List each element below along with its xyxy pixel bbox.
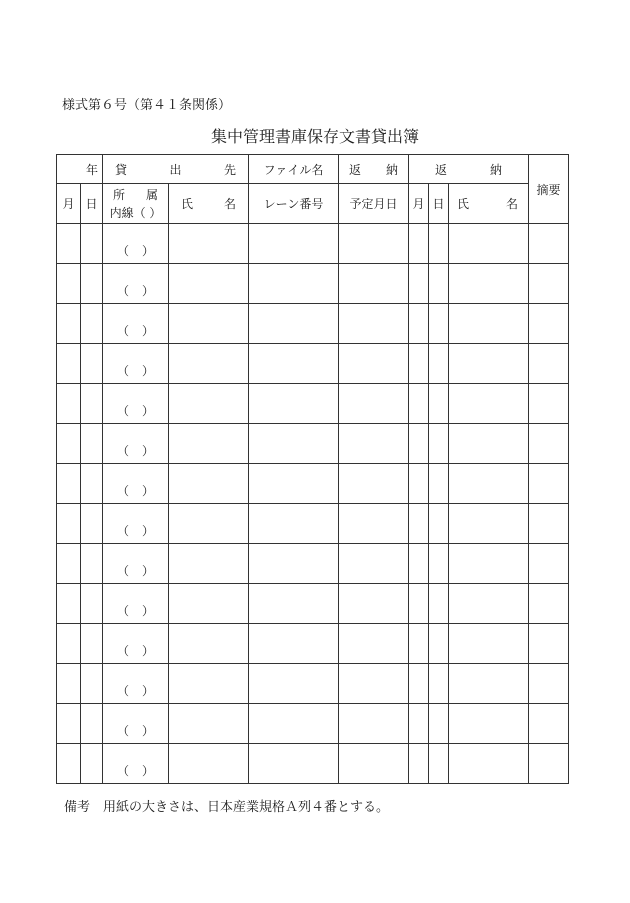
table-cell[interactable]: [81, 464, 103, 504]
affiliation-char-2: 属: [145, 187, 158, 202]
lender-char-1: 貸: [115, 162, 128, 177]
table-cell[interactable]: [449, 224, 529, 264]
paren-open: （: [117, 364, 130, 378]
table-cell[interactable]: [409, 704, 429, 744]
table-cell[interactable]: [81, 504, 103, 544]
document-title: 集中管理書庫保存文書貸出簿: [210, 127, 419, 146]
header-row-2: [57, 184, 569, 224]
extension-cell[interactable]: [103, 744, 169, 784]
extension-cell[interactable]: [103, 584, 169, 624]
table-cell[interactable]: [449, 624, 529, 664]
paren-close: ）: [141, 324, 154, 338]
table-cell[interactable]: [339, 704, 409, 744]
extension-cell[interactable]: [103, 504, 169, 544]
day-header: 日: [81, 184, 103, 224]
table-cell[interactable]: [409, 344, 429, 384]
table-cell[interactable]: [57, 584, 81, 624]
table-cell[interactable]: [339, 624, 409, 664]
year-header: 年: [57, 155, 103, 184]
table-row: [57, 624, 569, 664]
table-cell[interactable]: [81, 424, 103, 464]
table-row: [57, 504, 569, 544]
table-cell[interactable]: [409, 224, 429, 264]
paren-open: （: [117, 244, 130, 258]
table-cell[interactable]: [339, 504, 409, 544]
table-cell[interactable]: [249, 584, 339, 624]
table-cell[interactable]: [81, 224, 103, 264]
name-char-1: 氏: [181, 197, 194, 211]
table-cell[interactable]: [409, 584, 429, 624]
table-cell[interactable]: [81, 584, 103, 624]
table-cell[interactable]: [409, 624, 429, 664]
paren-open: （: [117, 724, 130, 738]
table-cell[interactable]: [169, 264, 249, 304]
table-cell[interactable]: [339, 664, 409, 704]
paren-close: ）: [141, 284, 154, 298]
table-cell[interactable]: [81, 264, 103, 304]
extension-cell[interactable]: [103, 624, 169, 664]
remarks-header: 摘要: [529, 155, 569, 224]
extension-label: 内線（ ）: [109, 205, 162, 220]
paren-close: ）: [141, 244, 154, 258]
paren-open: （: [117, 404, 130, 418]
table-cell[interactable]: [81, 664, 103, 704]
table-cell[interactable]: [57, 464, 81, 504]
table-cell[interactable]: [57, 504, 81, 544]
table-cell[interactable]: [529, 304, 569, 344]
return-due-char-1: 返: [349, 162, 362, 177]
table-cell[interactable]: [249, 264, 339, 304]
table-cell[interactable]: [409, 384, 429, 424]
extension-cell[interactable]: [103, 464, 169, 504]
paren-open: （: [117, 564, 130, 578]
extension-cell[interactable]: [103, 224, 169, 264]
table-cell[interactable]: [169, 344, 249, 384]
table-cell[interactable]: [57, 624, 81, 664]
table-cell[interactable]: [449, 704, 529, 744]
paren-close: ）: [141, 564, 154, 578]
table-cell[interactable]: [339, 304, 409, 344]
return-name-char-1: 氏: [457, 197, 470, 211]
header-row-1: [57, 155, 569, 184]
table-cell[interactable]: [249, 384, 339, 424]
table-cell[interactable]: [429, 384, 449, 424]
table-cell[interactable]: [409, 424, 429, 464]
lane-number-header: レーン番号: [249, 184, 339, 224]
name-header: [169, 184, 249, 224]
table-cell[interactable]: [169, 424, 249, 464]
table-cell[interactable]: [529, 584, 569, 624]
return-char-1: 返: [435, 162, 448, 177]
table-row: [57, 664, 569, 704]
extension-cell[interactable]: [103, 424, 169, 464]
table-cell[interactable]: [57, 224, 81, 264]
paren-close: ）: [141, 724, 154, 738]
extension-cell[interactable]: [103, 384, 169, 424]
table-cell[interactable]: [169, 624, 249, 664]
due-date-header: 予定月日: [339, 184, 409, 224]
paren-open: （: [117, 684, 130, 698]
table-cell[interactable]: [429, 624, 449, 664]
table-cell[interactable]: [57, 344, 81, 384]
lender-char-3: 先: [223, 162, 236, 177]
table-cell[interactable]: [529, 264, 569, 304]
table-cell[interactable]: [81, 544, 103, 584]
paren-open: （: [117, 764, 130, 778]
table-row: [57, 424, 569, 464]
table-cell[interactable]: [449, 344, 529, 384]
table-row: [57, 384, 569, 424]
table-cell[interactable]: [449, 664, 529, 704]
table-row: [57, 344, 569, 384]
form-number: 様式第６号（第４１条関係）: [62, 98, 232, 113]
table-cell[interactable]: [409, 504, 429, 544]
table-cell[interactable]: [57, 264, 81, 304]
extension-cell[interactable]: [103, 304, 169, 344]
table-cell[interactable]: [57, 384, 81, 424]
table-cell[interactable]: [529, 704, 569, 744]
return-name-char-2: 名: [505, 197, 518, 211]
table-cell[interactable]: [529, 224, 569, 264]
remark-note: 備考 用紙の大きさは、日本産業規格Ａ列４番とする。: [64, 800, 390, 815]
paren-close: ）: [141, 604, 154, 618]
table-cell[interactable]: [249, 344, 339, 384]
lender-header: [103, 155, 249, 184]
paren-close: ）: [141, 404, 154, 418]
table-cell[interactable]: [339, 384, 409, 424]
table-cell[interactable]: [57, 664, 81, 704]
return-name-header: [449, 184, 529, 224]
table-cell[interactable]: [169, 464, 249, 504]
table-row: [57, 544, 569, 584]
paren-close: ）: [141, 444, 154, 458]
table-cell[interactable]: [529, 744, 569, 784]
lender-char-2: 出: [169, 162, 182, 177]
paren-open: （: [117, 284, 130, 298]
table-cell[interactable]: [529, 624, 569, 664]
table-cell[interactable]: [429, 584, 449, 624]
lending-ledger-table: [56, 154, 569, 784]
table-cell[interactable]: [249, 424, 339, 464]
table-cell[interactable]: [529, 504, 569, 544]
table-cell[interactable]: [169, 704, 249, 744]
table-cell[interactable]: [249, 304, 339, 344]
paren-close: ）: [141, 364, 154, 378]
table-cell[interactable]: [249, 464, 339, 504]
table-cell[interactable]: [249, 744, 339, 784]
extension-cell[interactable]: [103, 704, 169, 744]
paren-close: ）: [141, 484, 154, 498]
table-cell[interactable]: [81, 624, 103, 664]
table-cell[interactable]: [169, 384, 249, 424]
table-cell[interactable]: [249, 624, 339, 664]
table-cell[interactable]: [57, 544, 81, 584]
table-cell[interactable]: [57, 304, 81, 344]
table-cell[interactable]: [449, 424, 529, 464]
paren-open: （: [117, 484, 130, 498]
table-cell[interactable]: [249, 224, 339, 264]
table-cell[interactable]: [169, 224, 249, 264]
table-cell[interactable]: [339, 264, 409, 304]
return-header: [409, 155, 529, 184]
return-day-header: 日: [429, 184, 449, 224]
return-char-2: 納: [489, 162, 502, 177]
table-cell[interactable]: [169, 504, 249, 544]
table-cell[interactable]: [529, 424, 569, 464]
table-cell[interactable]: [81, 704, 103, 744]
table-cell[interactable]: [249, 504, 339, 544]
table-cell[interactable]: [169, 664, 249, 704]
paren-close: ）: [141, 684, 154, 698]
table-cell[interactable]: [529, 384, 569, 424]
table-cell[interactable]: [57, 744, 81, 784]
table-cell[interactable]: [529, 664, 569, 704]
extension-cell[interactable]: [103, 544, 169, 584]
table-cell[interactable]: [449, 584, 529, 624]
table-cell[interactable]: [449, 544, 529, 584]
table-cell[interactable]: [249, 544, 339, 584]
table-cell[interactable]: [249, 704, 339, 744]
table-row: [57, 744, 569, 784]
table-cell[interactable]: [529, 344, 569, 384]
table-cell[interactable]: [449, 304, 529, 344]
table-cell[interactable]: [339, 424, 409, 464]
return-due-char-2: 納: [385, 162, 398, 177]
table-cell[interactable]: [81, 344, 103, 384]
table-row: [57, 584, 569, 624]
table-cell[interactable]: [429, 344, 449, 384]
table-cell[interactable]: [81, 744, 103, 784]
paren-close: ）: [141, 764, 154, 778]
table-cell[interactable]: [409, 464, 429, 504]
table-cell[interactable]: [449, 464, 529, 504]
table-cell[interactable]: [169, 744, 249, 784]
table-cell[interactable]: [429, 664, 449, 704]
table-row: [57, 464, 569, 504]
paren-open: （: [117, 444, 130, 458]
table-cell[interactable]: [409, 264, 429, 304]
table-cell[interactable]: [81, 384, 103, 424]
affiliation-char-1: 所: [113, 187, 126, 202]
table-cell[interactable]: [409, 304, 429, 344]
extension-cell[interactable]: [103, 264, 169, 304]
table-cell[interactable]: [409, 664, 429, 704]
table-row: [57, 224, 569, 264]
table-row: [57, 264, 569, 304]
month-header: 月: [57, 184, 81, 224]
table-cell[interactable]: [429, 464, 449, 504]
table-cell[interactable]: [429, 544, 449, 584]
table-cell[interactable]: [429, 744, 449, 784]
extension-cell[interactable]: [103, 344, 169, 384]
return-month-header: 月: [409, 184, 429, 224]
table-cell[interactable]: [57, 424, 81, 464]
table-cell[interactable]: [339, 544, 409, 584]
paren-open: （: [117, 604, 130, 618]
paren-close: ）: [141, 524, 154, 538]
table-cell[interactable]: [449, 744, 529, 784]
table-cell[interactable]: [429, 224, 449, 264]
table-cell[interactable]: [429, 264, 449, 304]
table-cell[interactable]: [169, 584, 249, 624]
paren-close: ）: [141, 644, 154, 658]
table-cell[interactable]: [57, 704, 81, 744]
table-cell[interactable]: [249, 664, 339, 704]
table-cell[interactable]: [449, 264, 529, 304]
table-cell[interactable]: [339, 344, 409, 384]
table-cell[interactable]: [449, 384, 529, 424]
table-cell[interactable]: [339, 464, 409, 504]
table-cell[interactable]: [409, 544, 429, 584]
paren-open: （: [117, 524, 130, 538]
table-row: [57, 704, 569, 744]
extension-cell[interactable]: [103, 664, 169, 704]
table-cell[interactable]: [81, 304, 103, 344]
table-cell[interactable]: [429, 304, 449, 344]
table-cell[interactable]: [339, 584, 409, 624]
table-cell[interactable]: [529, 464, 569, 504]
file-name-header: ファイル名: [249, 155, 339, 184]
return-due-header: [339, 155, 409, 184]
table-row: [57, 304, 569, 344]
table-cell[interactable]: [339, 744, 409, 784]
paren-open: （: [117, 644, 130, 658]
paren-open: （: [117, 324, 130, 338]
name-char-2: 名: [223, 197, 236, 211]
table-cell[interactable]: [169, 304, 249, 344]
table-cell[interactable]: [429, 424, 449, 464]
table-cell[interactable]: [529, 544, 569, 584]
affiliation-header: [103, 184, 169, 224]
table-cell[interactable]: [449, 504, 529, 544]
table-cell[interactable]: [409, 744, 429, 784]
table-cell[interactable]: [169, 544, 249, 584]
table-cell[interactable]: [429, 704, 449, 744]
table-cell[interactable]: [339, 224, 409, 264]
table-cell[interactable]: [429, 504, 449, 544]
